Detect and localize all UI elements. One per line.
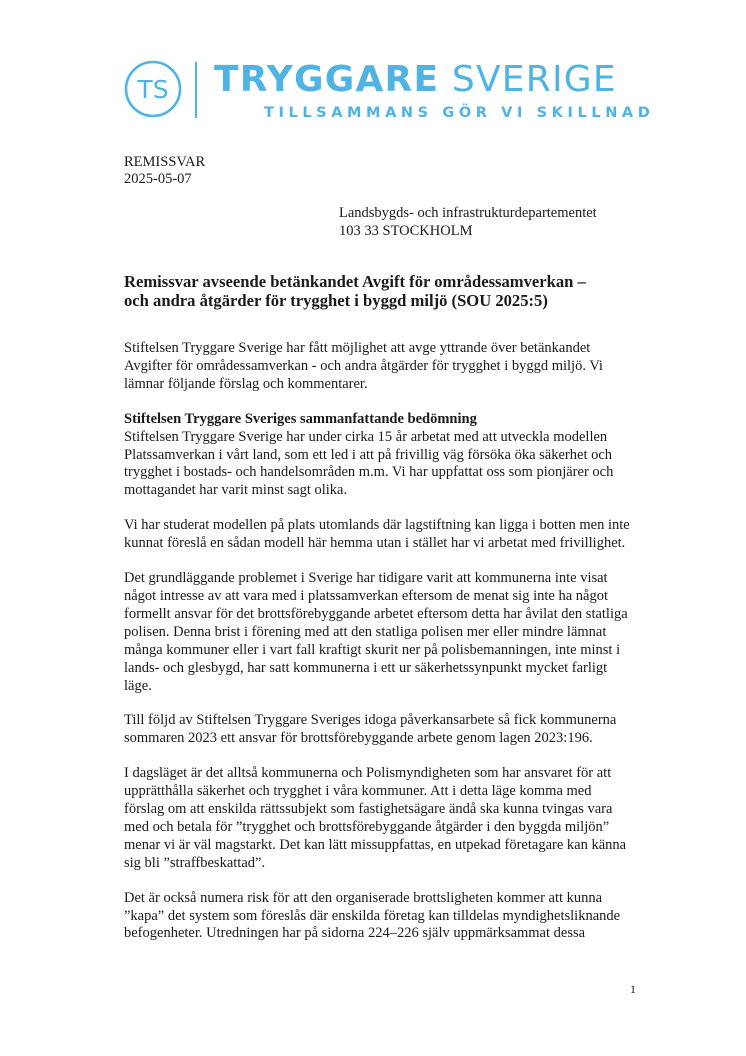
heading-line2: och andra åtgärder för trygghet i byggd miljö (SOU 2025:5) bbox=[124, 291, 548, 310]
logo-title bbox=[214, 58, 617, 102]
recipient-line2: 103 33 STOCKHOLM bbox=[339, 223, 473, 239]
paragraph: I dagsläget är det alltså kommunerna och Polismyndigheten som har ansvaret för att upprätthålla säkerhet och trygghet i våra kommuner. Att i detta läge komma med förslag om att enskilda rättssubjekt som fastighetsägare ändå ska kunna tvingas vara med och betala för ”trygghet och brottsförebyggande åtgärder i den byggda miljön” menar vi är väl magstarkt. Det kan lätt missuppfattas, en utpekad företagare kan känna sig bli ”straffbeskattad”. bbox=[124, 765, 627, 871]
section-title: Stiftelsen Tryggare Sveriges sammanfattande bedömning bbox=[124, 410, 477, 427]
logo-title-light: SVERIGE bbox=[451, 59, 617, 100]
logo-title-bold: TRYGGARE bbox=[214, 59, 440, 100]
paragraph: Stiftelsen Tryggare Sverige har under cirka 15 år arbetat med att utveckla modellen Platssamverkan i vårt land, som ett led i att på frivillig väg försöka öka säkerhet och trygghet i bostads- och handelsområden m.m. Vi har uppfattat oss som pionjärer och mottagandet har varit minst sagt olika. bbox=[124, 428, 614, 499]
monogram-text: TS bbox=[137, 75, 169, 104]
intro-paragraph: Stiftelsen Tryggare Sverige har fått möjlighet att avge yttrande över betänkandet Avgifter för områdessamverkan - och andra åtgärder för trygghet i byggd miljö. Vi lämnar följande förslag och kommentarer. bbox=[124, 340, 603, 392]
doc-date: 2025-05-07 bbox=[124, 171, 192, 187]
logo-tagline: TILLSAMMANS GÖR VI SKILLNAD bbox=[264, 105, 655, 121]
recipient-line1: Landsbygds- och infrastrukturdepartementet bbox=[339, 205, 597, 221]
paragraph: Det grundläggande problemet i Sverige har tidigare varit att kommunerna inte visat något intresse av att vara med i platssamverkan eftersom de menat sig inte ha något formellt ansvar för det brottsförebyggande arbetet eftersom detta har åvilat den statliga polisen. Denna brist i förening med att den statliga polisen mer eller mindre lämnat många kommuner eller i vart fall kraftigt skurit ner på polisbemanningen, inte minst i lands- och glesbygd, har satt kommunerna i ett ur säkerhetssynpunkt mycket farligt läge. bbox=[124, 570, 628, 694]
ts-monogram-icon bbox=[124, 60, 182, 118]
paragraph: Vi har studerat modellen på plats utomlands där lagstiftning kan ligga i botten men inte kunnat föreslå en sådan modell här hemma utan i stället har vi arbetat med frivillighet. bbox=[124, 517, 630, 552]
page-number: 1 bbox=[630, 982, 636, 996]
recipient-address bbox=[339, 204, 597, 240]
paragraph: Det är också numera risk för att den organiserade brottsligheten kommer att kunna ”kapa” det system som föreslås där enskilda företag kan tilldelas myndighetsliknande befogenheter. Utredningen har på sidorna 224–226 själv uppmärksammat dessa bbox=[124, 889, 621, 942]
paragraph: Till följd av Stiftelsen Tryggare Sveriges idoga påverkansarbete så fick kommunerna sommaren 2023 ett ansvar för brottsförebyggande arbete genom lagen 2023:196. bbox=[124, 712, 617, 747]
logo-divider bbox=[195, 62, 197, 118]
heading-line1: Remissvar avseende betänkandet Avgift för områdessamverkan – bbox=[124, 272, 586, 291]
letter-heading bbox=[124, 272, 634, 310]
doc-type: REMISSVAR bbox=[124, 154, 206, 170]
logo bbox=[124, 58, 655, 128]
document-meta bbox=[124, 154, 205, 188]
letter-body bbox=[124, 272, 634, 960]
